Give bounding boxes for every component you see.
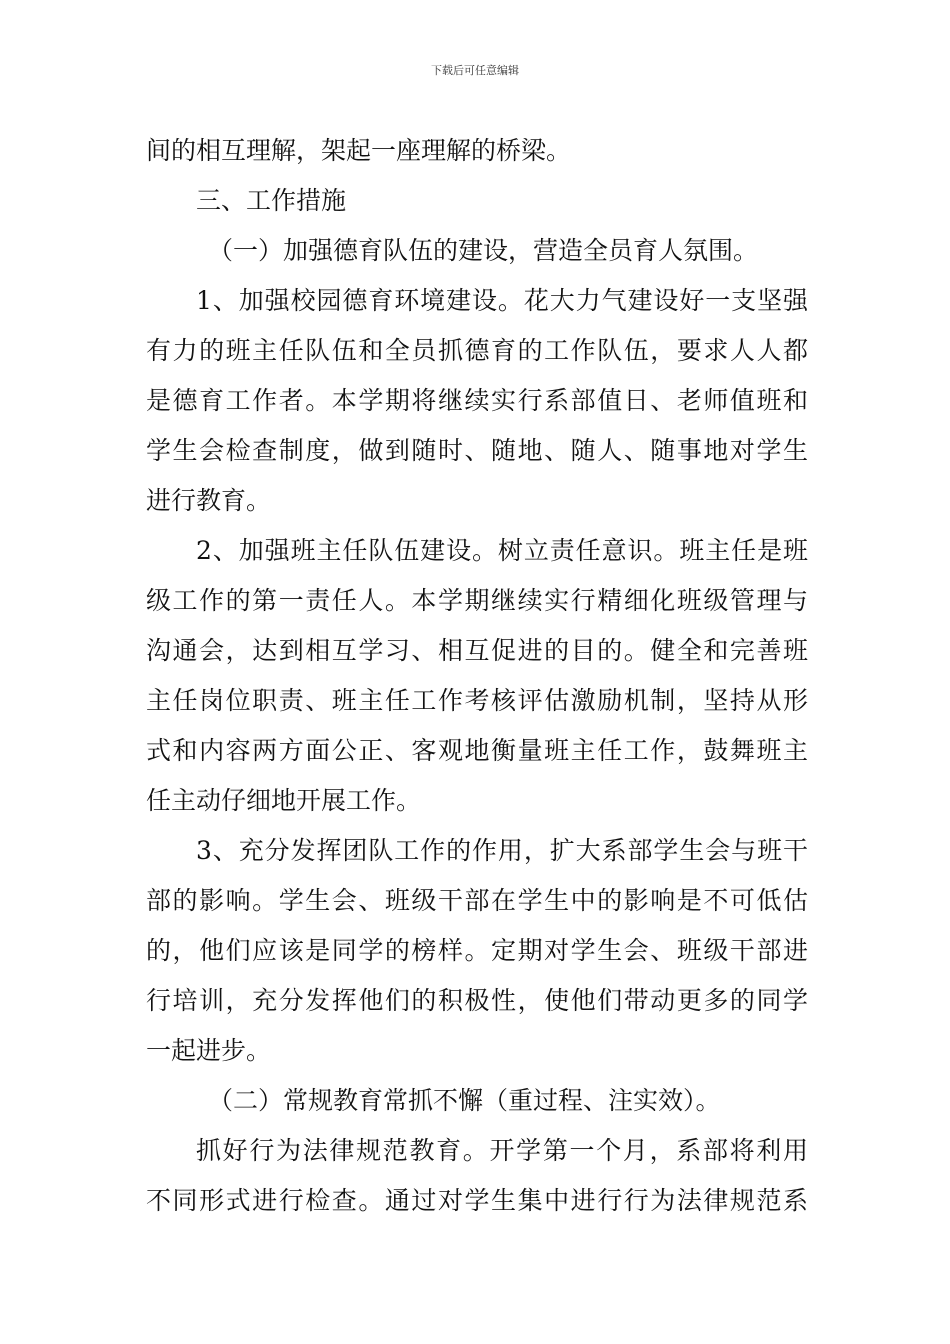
paragraph-line: 有力的班主任队伍和全员抓德育的工作队伍，要求人人都 (146, 336, 808, 365)
paragraph-line: 学生会检查制度，做到随时、随地、随人、随事地对学生 (146, 436, 808, 465)
paragraph-line: 是德育工作者。本学期将继续实行系部值日、老师值班和 (146, 386, 808, 415)
paragraph-line: 一起进步。 (146, 1036, 272, 1065)
paragraph-line: 任主动仔细地开展工作。 (146, 786, 422, 815)
paragraph-line: 行培训，充分发挥他们的积极性，使他们带动更多的同学 (146, 986, 808, 1015)
paragraph-line: 部的影响。学生会、班级干部在学生中的影响是不可低估 (146, 886, 808, 915)
paragraph-line: 沟通会，达到相互学习、相互促进的目的。健全和完善班 (146, 636, 808, 665)
paragraph-line: 3、充分发挥团队工作的作用，扩大系部学生会与班干 (196, 836, 808, 865)
page-header-note: 下载后可任意编辑 (431, 64, 519, 77)
paragraph-line: 间的相互理解，架起一座理解的桥梁。 (146, 136, 572, 165)
paragraph-line: 的，他们应该是同学的榜样。定期对学生会、班级干部进 (146, 936, 808, 965)
paragraph-line: 2、加强班主任队伍建设。树立责任意识。班主任是班 (196, 536, 808, 565)
paragraph-line: 抓好行为法律规范教育。开学第一个月，系部将利用 (196, 1136, 808, 1165)
section-heading: 三、工作措施 (196, 186, 347, 215)
paragraph-line: 级工作的第一责任人。本学期继续实行精细化班级管理与 (146, 586, 808, 615)
paragraph-line: 式和内容两方面公正、客观地衡量班主任工作，鼓舞班主 (146, 736, 808, 765)
document-body (146, 126, 808, 1226)
paragraph-line: 进行教育。 (146, 486, 272, 515)
paragraph-line: 1、加强校园德育环境建设。花大力气建设好一支坚强 (196, 286, 808, 315)
paragraph-line: 主任岗位职责、班主任工作考核评估激励机制，坚持从形 (146, 686, 808, 715)
subsection-heading: （一）加强德育队伍的建设，营造全员育人氛围。 (208, 236, 759, 265)
subsection-heading: （二）常规教育常抓不懈（重过程、注实效）。 (208, 1086, 721, 1115)
paragraph-line: 不同形式进行检查。通过对学生集中进行行为法律规范系 (146, 1186, 808, 1215)
